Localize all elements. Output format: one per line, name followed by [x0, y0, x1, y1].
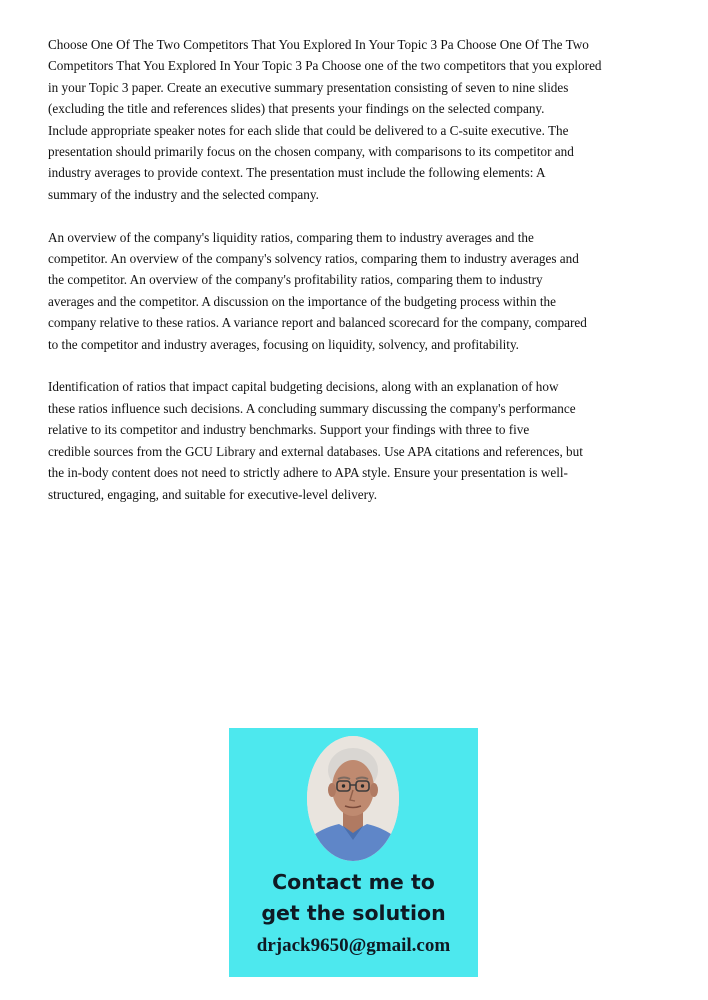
text-line: company relative to these ratios. A variance report and balanced scorecard for the company, compared — [48, 315, 587, 331]
paragraph-3 — [48, 376, 668, 504]
paragraph-2 — [48, 227, 668, 355]
text-line: industry averages to provide context. The presentation must include the following elements: A — [48, 165, 546, 181]
text-line: the in-body content does not need to strictly adhere to APA style. Ensure your presentation is well- — [48, 465, 568, 481]
text-line: relative to its competitor and industry benchmarks. Support your findings with three to five — [48, 422, 530, 438]
text-line: (excluding the title and references slides) that presents your findings on the selected company. — [48, 101, 545, 117]
text-line: Include appropriate speaker notes for each slide that could be delivered to a C-suite executive. The — [48, 122, 569, 138]
contact-email[interactable]: drjack9650@gmail.com — [256, 935, 451, 956]
text-line: averages and the competitor. A discussion on the importance of the budgeting process within the — [48, 293, 556, 309]
text-line: in your Topic 3 paper. Create an executive summary presentation consisting of seven to nine slides — [48, 79, 569, 95]
text-line: Choose One Of The Two Competitors That You Explored In Your Topic 3 Pa Choose One Of The Two — [48, 37, 589, 52]
contact-cta-line-1: Contact me to — [272, 870, 435, 894]
text-line: credible sources from the GCU Library and external databases. Use APA citations and references, but — [48, 443, 583, 459]
text-line: Competitors That You Explored In Your Topic 3 Pa Choose one of the two competitors that you explored — [48, 58, 602, 74]
text-line: summary of the industry and the selected company. — [48, 186, 319, 202]
text-line: Identification of ratios that impact capital budgeting decisions, along with an explanation of how — [48, 379, 559, 395]
text-line: presentation should primarily focus on the chosen company, with comparisons to its competitor and — [48, 144, 574, 160]
paragraph-1 — [48, 34, 668, 205]
text-line: these ratios influence such decisions. A concluding summary discussing the company's performance — [48, 400, 576, 416]
text-line: An overview of the company's liquidity ratios, comparing them to industry averages and the — [48, 229, 534, 245]
contact-promo-banner[interactable] — [229, 728, 478, 977]
text-line: the competitor. An overview of the company's profitability ratios, comparing them to industry — [48, 272, 543, 288]
text-line: structured, engaging, and suitable for executive-level delivery. — [48, 486, 378, 502]
text-line: competitor. An overview of the company's solvency ratios, comparing them to industry averages and — [48, 251, 579, 267]
contact-cta-line-2: get the solution — [261, 901, 446, 925]
document-body — [48, 34, 668, 526]
text-line: to the competitor and industry averages, focusing on liquidity, solvency, and profitability. — [48, 336, 519, 352]
person-portrait-photo — [307, 736, 399, 861]
